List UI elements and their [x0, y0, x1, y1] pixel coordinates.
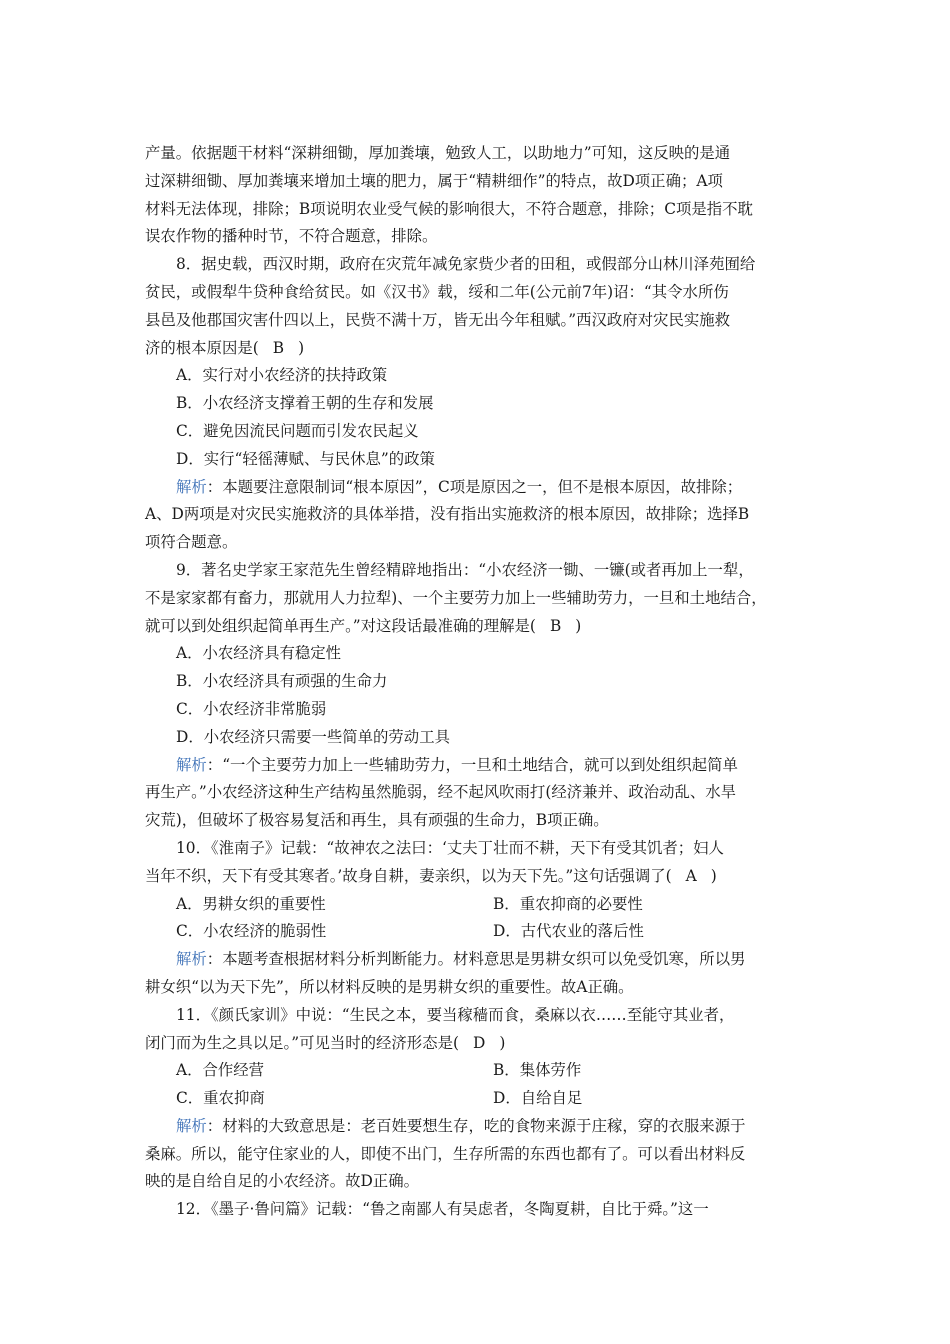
question-12 — [145, 1196, 810, 1224]
text-line: 产量。依据题干材料“深耕细锄，厚加粪壤，勉致人工，以助地力”可知，这反映的是通 — [145, 144, 731, 162]
analysis-line: 映的是自给自足的小农经济。故D正确。 — [145, 1172, 419, 1191]
option-b: B．小农经济具有顽强的生命力 — [176, 672, 388, 691]
question-stem-last: 当年不织，天下有受其寒者。’故身自耕，妻亲织，以为天下先。”这句话强调了( A ) — [145, 863, 810, 891]
analysis-line: A、D两项是对灾民实施救济的具体举措，没有指出实施救济的根本原因，故排除；选择B — [145, 505, 750, 524]
analysis-line: 项符合题意。 — [145, 533, 238, 552]
question-stem: 10．《淮南子》记载：“故神农之法曰：‘丈夫丁壮而不耕，天下有受其饥者；妇人 — [176, 838, 724, 857]
option-row — [145, 1085, 810, 1113]
text-line: 误农作物的播种时节，不符合题意，排除。 — [145, 227, 438, 246]
analysis-label: 解析 — [176, 950, 207, 969]
answer-letter: A — [685, 866, 697, 885]
analysis-line: 灾荒)，但破坏了极容易复活和再生，具有顽强的生命力，B项正确。 — [145, 811, 609, 830]
intro-analysis — [145, 140, 810, 251]
question-stem-last: 就可以到处组织起简单再生产。”对这段话最准确的理解是( B ) — [145, 613, 810, 641]
question-stem: 8．据史载，西汉时期，政府在灾荒年减免家赀少者的田租，或假部分山林川泽苑囿给 — [176, 255, 756, 274]
question-9 — [145, 557, 810, 835]
analysis-line: 再生产。”小农经济这种生产结构虽然脆弱，经不起风吹雨打(经济兼并、政治动乱、水旱 — [145, 783, 737, 802]
analysis-first-line: 解析：本题要注意限制词“根本原因”，C项是原因之一，但不是根本原因，故排除； — [176, 477, 743, 496]
option-c: C．避免因流民问题而引发农民起义 — [176, 421, 419, 440]
option-d: D．小农经济只需要一些简单的劳动工具 — [176, 727, 450, 746]
analysis-first-line: 解析：材料的大致意思是：老百姓要想生存，吃的食物来源于庄稼，穿的衣服来源于 — [176, 1116, 746, 1135]
option-d: D．自给自足 — [493, 1089, 583, 1108]
question-stem: 不是家家都有畜力，那就用人力拉犁)、一个主要劳力加上一些辅助劳力，一旦和土地结合， — [145, 588, 767, 607]
option-c: C．重农抑商 — [176, 1089, 265, 1108]
question-stem: 12．《墨子·鲁问篇》记载：“鲁之南鄙人有吴虑者，冬陶夏耕，自比于舜。”这一 — [176, 1200, 709, 1219]
analysis-line: 桑麻。所以，能守住家业的人，即使不出门，生存所需的东西也都有了。可以看出材料反 — [145, 1144, 746, 1163]
question-10 — [145, 835, 810, 1002]
option-d: D．实行“轻徭薄赋、与民休息”的政策 — [176, 449, 435, 468]
analysis-first-line: 解析：本题考查根据材料分析判断能力。材料意思是男耕女织可以免受饥寒，所以男 — [176, 950, 746, 969]
option-row — [145, 891, 810, 919]
question-stem-last: 济的根本原因是( B ) — [145, 335, 810, 363]
option-c: C．小农经济非常脆弱 — [176, 699, 327, 718]
option-b: B．集体劳作 — [493, 1061, 582, 1080]
document-page — [145, 140, 810, 1224]
analysis-label: 解析 — [176, 1116, 207, 1135]
option-row — [145, 918, 810, 946]
option-b: B．重农抑商的必要性 — [493, 894, 643, 913]
option-a: A．男耕女织的重要性 — [176, 894, 326, 913]
answer-letter: B — [549, 616, 562, 635]
text-line: 材料无法体现，排除；B项说明农业受气候的影响很大，不符合题意，排除；C项是指不耽 — [145, 199, 753, 218]
answer-letter: B — [272, 338, 285, 357]
question-stem: 贫民，或假犁牛贷种食给贫民。如《汉书》载，绥和二年(公元前7年)诏：“其令水所伤 — [145, 282, 729, 301]
question-11 — [145, 1002, 810, 1197]
question-stem: 县邑及他郡国灾害什四以上，民赀不满十万，皆无出今年租赋。”西汉政府对灾民实施救 — [145, 310, 731, 329]
option-d: D．古代农业的落后性 — [493, 922, 644, 941]
option-b: B．小农经济支撑着王朝的生存和发展 — [176, 394, 434, 413]
option-a: A．小农经济具有稳定性 — [176, 644, 342, 663]
analysis-label: 解析 — [176, 755, 207, 774]
question-stem: 9．著名史学家王家范先生曾经精辟地指出：“小农经济一锄、一镰(或者再加上一犁， — [176, 560, 754, 579]
option-a: A．合作经营 — [176, 1061, 265, 1080]
analysis-line: 耕女织“以为天下先”，所以材料反映的是男耕女织的重要性。故A正确。 — [145, 977, 634, 996]
analysis-label: 解析 — [176, 477, 207, 496]
question-8 — [145, 251, 810, 557]
option-row — [145, 1057, 810, 1085]
answer-letter: D — [473, 1033, 486, 1052]
question-stem-last: 闭门而为生之具以足。”可见当时的经济形态是( D ) — [145, 1030, 810, 1058]
text-line: 过深耕细锄、厚加粪壤来增加土壤的肥力，属于“精耕细作”的特点，故D项正确；A项 — [145, 171, 723, 190]
option-a: A．实行对小农经济的扶持政策 — [176, 366, 388, 385]
option-c: C．小农经济的脆弱性 — [176, 922, 327, 941]
question-stem: 11．《颜氏家训》中说：“生民之本，要当稼穑而食，桑麻以衣……至能守其业者， — [176, 1005, 735, 1024]
analysis-first-line: 解析：“一个主要劳力加上一些辅助劳力，一旦和土地结合，就可以到处组织起简单 — [176, 755, 738, 774]
